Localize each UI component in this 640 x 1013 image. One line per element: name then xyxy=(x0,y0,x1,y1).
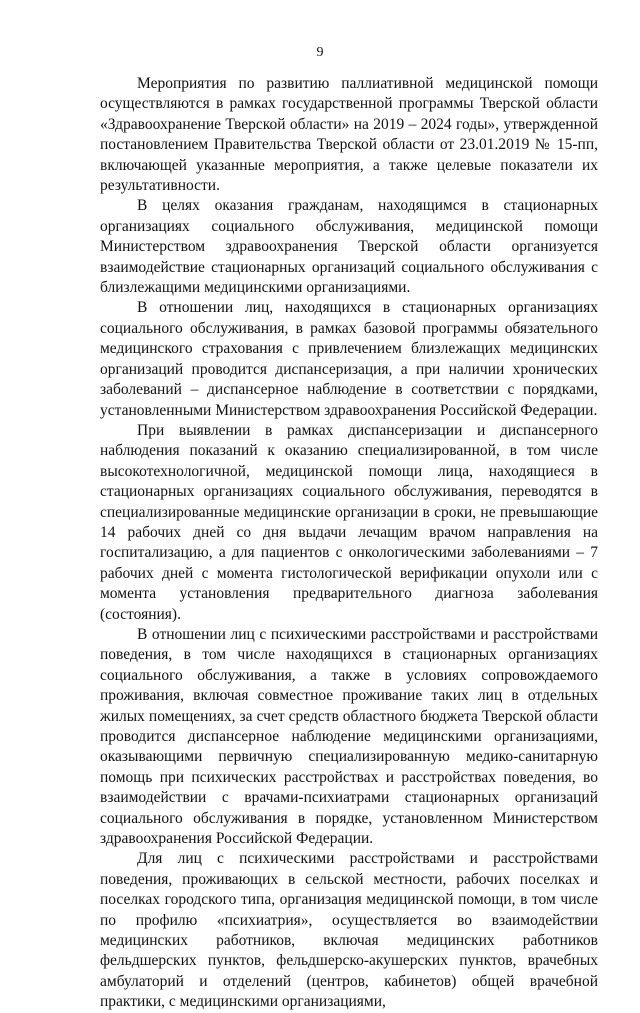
paragraph-social-institutions: В целях оказания гражданам, находящимся в стационарных организациях социального обслуживания, медицинской помощи Министерством здравоохранения Тверской области организуется взаимодействие стационарных организаций социального обслуживания с близлежащими медицинскими организациями. xyxy=(100,197,598,297)
paragraph-specialized-care: При выявлении в рамках диспансеризации и диспансерного наблюдения показаний к оказанию специализированной, в том числе высокотехнологичной, медицинской помощи лица, находящиеся в стационарных организациях социального обслуживания, переводятся в специализированные медицинские организации в сроки, не превышающие 14 рабочих дней со дня выдачи лечащим врачом направления на госпитализацию, а для пациентов с онкологическими заболеваниями – 7 рабочих дней с момента гистологической верификации опухоли или с момента установления предварительного диагноза заболевания (состояния). xyxy=(100,421,598,623)
paragraph-medical-examination: В отношении лиц, находящихся в стационарных организациях социального обслуживания, в рамках базовой программы обязательного медицинского страхования с привлечением близлежащих медицинских организаций проводится диспансеризация, а при наличии хронических заболеваний – диспансерное наблюдение в соответствии с порядками, установленными Министерством здравоохранения Российской Федерации. xyxy=(100,299,598,419)
paragraph-mental-disorders: В отношении лиц с психическими расстройствами и расстройствами поведения, в том числе находящихся в стационарных организациях социального обслуживания, а также в условиях сопровождаемого проживания, включая совместное проживание таких лиц в отдельных жилых помещениях, за счет средств областного бюджета Тверской области проводится диспансерное наблюдение медицинскими организациями, оказывающими первичную специализированную медико-санитарную помощь при психических расстройствах и расстройствах поведения, во взаимодействии с врачами-психиатрами стационарных организаций социального обслуживания в порядке, установленном Министерством здравоохранения Российской Федерации. xyxy=(100,625,598,848)
paragraph-palliative-care: Мероприятия по развитию паллиативной медицинской помощи осуществляются в рамках государственной программы Тверской области «Здравоохранение Тверской области» на 2019 – 2024 годы», утвержденной постановлением Правительства Тверской области от 23.01.2019 № 15-пп, включающей указанные мероприятия, а также целевые показатели их результативности. xyxy=(100,75,598,195)
page-number: 9 xyxy=(316,45,324,60)
document-body xyxy=(100,74,598,1013)
paragraph-rural-residents: Для лиц с психическими расстройствами и расстройствами поведения, проживающих в сельской местности, рабочих поселках и поселках городского типа, организация медицинской помощи, в том числе по профилю «психиатрия», осуществляется во взаимодействии медицинских работников, включая медицинских работников фельдшерских пунктов, фельдшерско-акушерских пунктов, врачебных амбулаторий и отделений (центров, кабинетов) общей врачебной практики, с медицинскими организациями, xyxy=(100,850,598,1011)
